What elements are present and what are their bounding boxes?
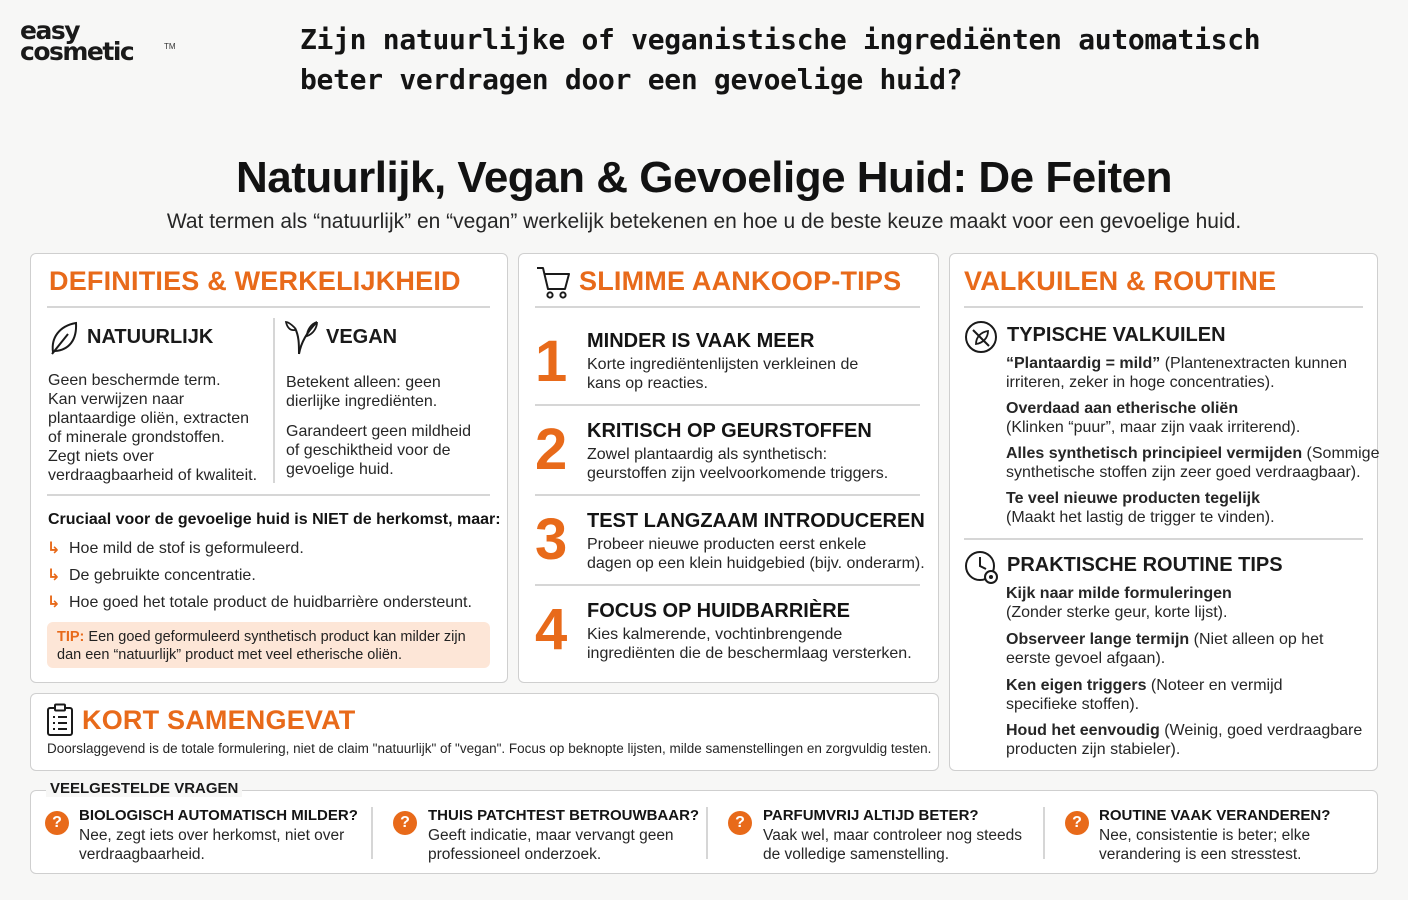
faq-question: THUIS PATCHTEST BETROUWBAAR? bbox=[428, 807, 700, 824]
brand-tm: TM bbox=[164, 42, 176, 51]
faq-question: PARFUMVRIJ ALTIJD BETER? bbox=[763, 807, 979, 824]
summary-heading: KORT SAMENGEVAT bbox=[82, 705, 356, 735]
natural-title: NATUURLIJK bbox=[87, 326, 214, 348]
tip-text: Zowel plantaardig als synthetisch: geurstoffen zijn veelvoorkomende triggers. bbox=[587, 446, 889, 482]
vegan-title: VEGAN bbox=[326, 326, 398, 348]
typical-pitfalls-title: TYPISCHE VALKUILEN bbox=[1007, 324, 1226, 346]
list-item: “Plantaardig = mild” (Plantenextracten kunnen irriteren, zeker in hoge concentraties). bbox=[1006, 355, 1348, 391]
page-title: Natuurlijk, Vegan & Gevoelige Huid: De Feiten bbox=[236, 153, 1172, 202]
definitions-panel bbox=[30, 253, 508, 683]
faq-label: VEELGESTELDE VRAGEN bbox=[46, 780, 242, 797]
tip-title: FOCUS OP HUIDBARRIÈRE bbox=[587, 600, 850, 622]
tip-number: 3 bbox=[535, 507, 568, 572]
faq-question: ROUTINE VAAK VERANDEREN? bbox=[1099, 807, 1331, 824]
tip-title: TEST LANGZAAM INTRODUCEREN bbox=[587, 510, 925, 532]
pitfalls-panel bbox=[949, 253, 1378, 771]
natural-description: Geen beschermde term. Kan verwijzen naar plantaardige oliën, extracten of minerale grondstoffen. Zegt niets over verdraagbaarheid of kwaliteit. bbox=[48, 372, 258, 484]
warning-icon bbox=[964, 320, 998, 354]
clock-gear-icon bbox=[964, 550, 1000, 586]
shopping-panel bbox=[518, 253, 939, 683]
tip-number: 1 bbox=[535, 329, 568, 394]
list-item: Ken eigen triggers (Noteer en vermijd specifieke stoffen). bbox=[1006, 677, 1283, 713]
question-icon: ? bbox=[393, 811, 417, 835]
faq-answer: Vaak wel, maar controleer nog steeds de volledige samenstelling. bbox=[763, 827, 1023, 863]
leaf-icon bbox=[49, 320, 79, 356]
crucial-statement: Cruciaal voor de gevoelige huid is NIET de herkomst, maar: bbox=[48, 511, 501, 528]
list-item: ↳ Hoe goed het totale product de huidbarrière ondersteunt. bbox=[47, 594, 472, 611]
summary-text: Doorslaggevend is de totale formulering, niet de claim "natuurlijk" of "vegan". Focus op beknopte lijsten, milde samenstellingen en zorgvuldig testen. bbox=[47, 741, 932, 756]
arrow-icon: ↳ bbox=[47, 540, 61, 557]
brand-logo bbox=[20, 14, 190, 70]
vegan-description: Betekent alleen: geen dierlijke ingrediënten. Garandeert geen mildheid of geschiktheid voor de gevoelige huid. bbox=[286, 374, 472, 478]
list-item: Overdaad aan etherische oliën (Klinken “puur”, maar zijn vaak irriterend). bbox=[1006, 400, 1301, 436]
tip-title: MINDER IS VAAK MEER bbox=[587, 330, 815, 352]
question-icon: ? bbox=[1065, 811, 1089, 835]
list-item: Te veel nieuwe producten tegelijk (Maakt het lastig de trigger te vinden). bbox=[1006, 490, 1275, 526]
sprout-icon bbox=[285, 318, 319, 356]
question-icon: ? bbox=[45, 811, 69, 835]
definitions-heading: DEFINITIES & WERKELIJKHEID bbox=[49, 266, 461, 296]
cart-icon bbox=[535, 264, 571, 300]
list-item: Kijk naar milde formuleringen (Zonder sterke geur, korte lijst). bbox=[1006, 585, 1232, 621]
tip-text: Probeer nieuwe producten eerst enkele dagen op een klein huidgebied (bijv. onderarm). bbox=[587, 536, 925, 572]
tip-title: KRITISCH OP GEURSTOFFEN bbox=[587, 420, 872, 442]
summary-panel bbox=[30, 693, 939, 771]
tip-box: TIP: Een goed geformuleerd synthetisch product kan milder zijn dan een “natuurlijk” product met veel etherische oliën. bbox=[47, 622, 490, 668]
faq-question: BIOLOGISCH AUTOMATISCH MILDER? bbox=[79, 807, 358, 824]
tip-label: TIP: bbox=[57, 629, 85, 645]
routine-tips-title: PRAKTISCHE ROUTINE TIPS bbox=[1007, 554, 1283, 576]
tip-number: 4 bbox=[535, 597, 568, 662]
tip-text: Kies kalmerende, vochtinbrengende ingrediënten die de beschermlaag versterken. bbox=[587, 626, 912, 662]
list-item: Houd het eenvoudig (Weinig, goed verdraagbare producten zijn stabieler). bbox=[1006, 722, 1363, 758]
arrow-icon: ↳ bbox=[47, 567, 61, 584]
question-heading: Zijn natuurlijke of veganistische ingrediënten automatisch beter verdragen door een gevoelige huid? bbox=[300, 23, 1261, 96]
list-item: Observeer lange termijn (Niet alleen op het eerste gevoel afgaan). bbox=[1006, 631, 1324, 667]
question-icon: ? bbox=[728, 811, 752, 835]
brand-line2: cosmetic bbox=[20, 37, 134, 66]
faq-answer: Geeft indicatie, maar vervangt geen professioneel onderzoek. bbox=[428, 827, 674, 863]
tip-text: Korte ingrediëntenlijsten verkleinen de kans op reacties. bbox=[587, 356, 859, 392]
arrow-icon: ↳ bbox=[47, 594, 61, 611]
list-item: ↳ De gebruikte concentratie. bbox=[47, 567, 256, 584]
brand-line1: easy bbox=[20, 16, 80, 45]
faq-answer: Nee, zegt iets over herkomst, niet over verdraagbaarheid. bbox=[79, 827, 345, 863]
list-item: ↳ Hoe mild de stof is geformuleerd. bbox=[47, 540, 304, 557]
faq-answer: Nee, consistentie is beter; elke verandering is een stresstest. bbox=[1099, 827, 1311, 863]
faq-panel bbox=[30, 790, 1378, 874]
list-item: Alles synthetisch principieel vermijden (Sommige synthetische stoffen zijn zeer goed verdraagbaar). bbox=[1006, 445, 1380, 481]
tip-number: 2 bbox=[535, 417, 568, 482]
shopping-heading: SLIMME AANKOOP-TIPS bbox=[579, 266, 902, 296]
pitfalls-heading: VALKUILEN & ROUTINE bbox=[964, 266, 1277, 296]
page-subtitle: Wat termen als “natuurlijk” en “vegan” werkelijk betekenen en hoe u de beste keuze maakt voor een gevoelige huid. bbox=[166, 210, 1242, 233]
clipboard-icon bbox=[46, 703, 74, 737]
